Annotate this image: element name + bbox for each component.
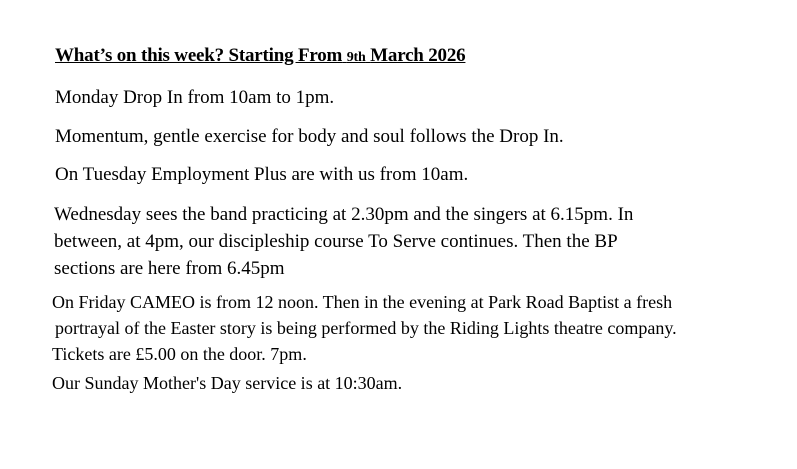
title-day: 9th (346, 50, 366, 65)
friday-line: portrayal of the Easter story is being performed by the Riding Lights theatre company. (55, 318, 677, 338)
wednesday-line: between, at 4pm, our discipleship course To Serve continues. Then the BP (54, 231, 618, 252)
title-month-year: March 2026 (370, 45, 466, 66)
friday-line: On Friday CAMEO is from 12 noon. Then in the evening at Park Road Baptist a fresh (52, 292, 673, 312)
sunday-paragraph: Our Sunday Mother's Day service is at 10:30am. (52, 373, 403, 393)
wednesday-paragraph (54, 201, 633, 282)
wednesday-line: sections are here from 6.45pm (54, 258, 285, 279)
tuesday-paragraph: On Tuesday Employment Plus are with us from 10am. (55, 164, 469, 185)
momentum-paragraph: Momentum, gentle exercise for body and soul follows the Drop In. (55, 126, 564, 147)
friday-line: Tickets are £5.00 on the door. 7pm. (52, 344, 307, 364)
page-title (55, 45, 465, 67)
monday-paragraph: Monday Drop In from 10am to 1pm. (55, 87, 335, 108)
wednesday-line: Wednesday sees the band practicing at 2.30pm and the singers at 6.15pm. In (54, 204, 634, 225)
title-text: What’s on this week? Starting From (55, 45, 343, 66)
friday-paragraph (52, 289, 677, 367)
